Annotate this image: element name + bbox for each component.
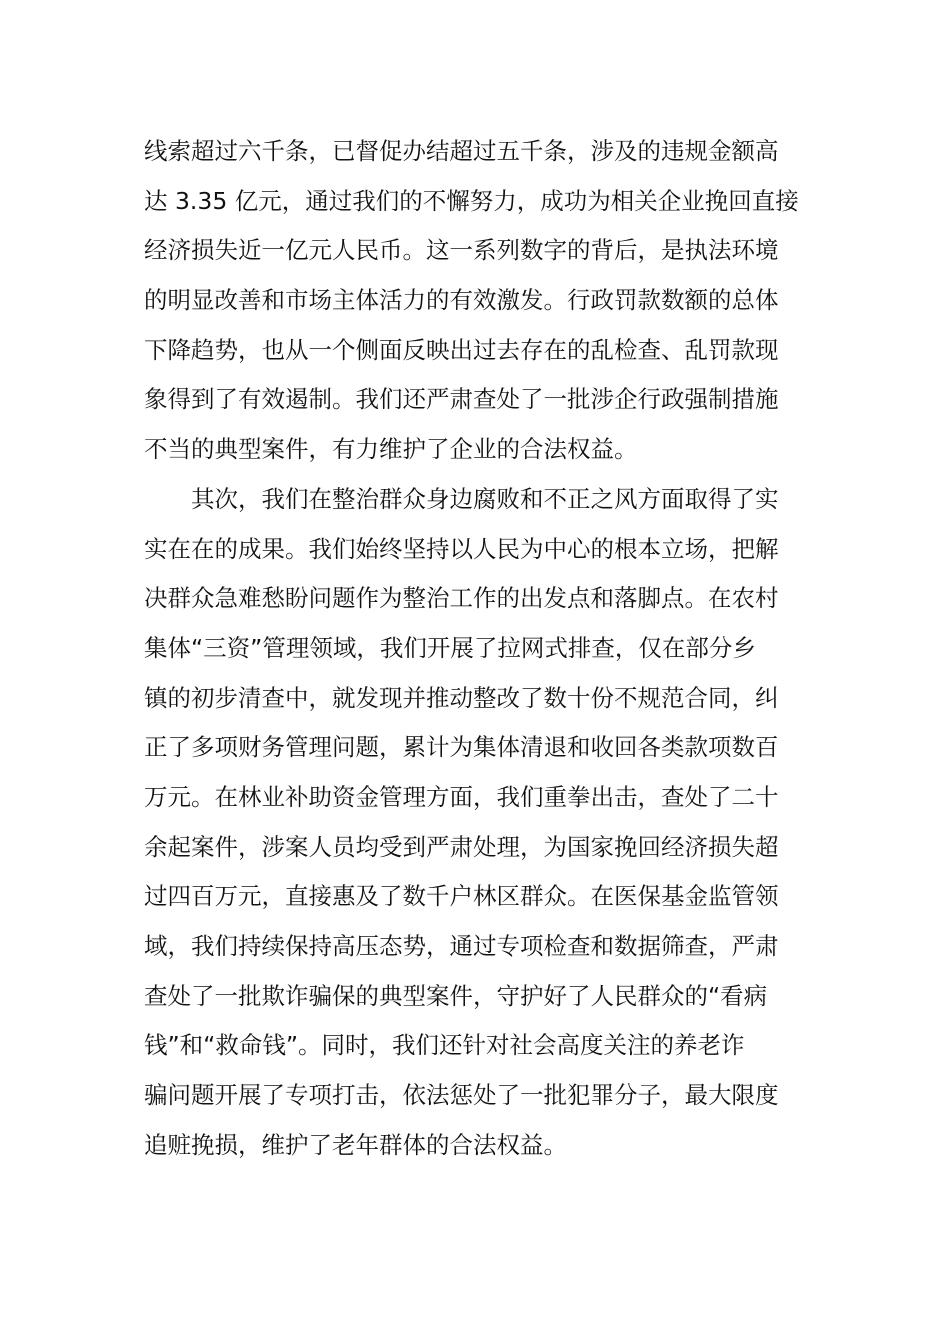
text-line: 集体“三资”管理领域，我们开展了拉网式排查，仅在部分乡 [144,633,756,662]
text-line: 钱”和“救命钱”。同时，我们还针对社会高度关注的养老诈 [144,1031,745,1060]
text-line: 象得到了有效遏制。我们还严肃查处了一批涉企行政强制措施 [144,385,779,414]
text-line: 骗问题开展了专项打击，依法惩处了一批犯罪分子，最大限度 [144,1081,779,1110]
text-line: 达 3.35 亿元，通过我们的不懈努力，成功为相关企业挽回直接 [144,186,799,215]
text-line: 过四百万元，直接惠及了数千户林区群众。在医保基金监管领 [144,882,779,911]
text-line: 线索超过六千条，已督促办结超过五千条，涉及的违规金额高 [144,137,779,165]
text-line: 查处了一批欺诈骗保的典型案件，守护好了人民群众的“看病 [144,981,768,1010]
text-line: 不当的典型案件，有力维护了企业的合法权益。 [144,435,638,464]
paragraph-start-line: 其次，我们在整治群众身边腐败和不正之风方面取得了实 [191,484,779,513]
text-line: 万元。在林业补助资金管理方面，我们重拳出击，查处了二十 [144,782,779,811]
text-line: 域，我们持续保持高压态势，通过专项检查和数据筛查，严肃 [144,932,779,960]
text-line: 实在在的成果。我们始终坚持以人民为中心的根本立场，把解 [144,534,779,563]
text-line: 决群众急难愁盼问题作为整治工作的出发点和落脚点。在农村 [144,584,779,613]
text-line: 经济损失近一亿元人民币。这一系列数字的背后，是执法环境 [144,236,779,265]
text-line: 余起案件，涉案人员均受到严肃处理，为国家挽回经济损失超 [144,832,779,861]
text-line: 追赃挽损，维护了老年群体的合法权益。 [144,1130,567,1159]
text-line: 下降趋势，也从一个侧面反映出过去存在的乱检查、乱罚款现 [144,335,779,364]
text-line: 的明显改善和市场主体活力的有效激发。行政罚款数额的总体 [144,286,779,315]
text-line: 镇的初步清查中，就发现并推动整改了数十份不规范合同，纠 [144,683,779,712]
text-line: 正了多项财务管理问题，累计为集体清退和收回各类款项数百 [144,733,779,762]
body-text [144,127,804,1170]
